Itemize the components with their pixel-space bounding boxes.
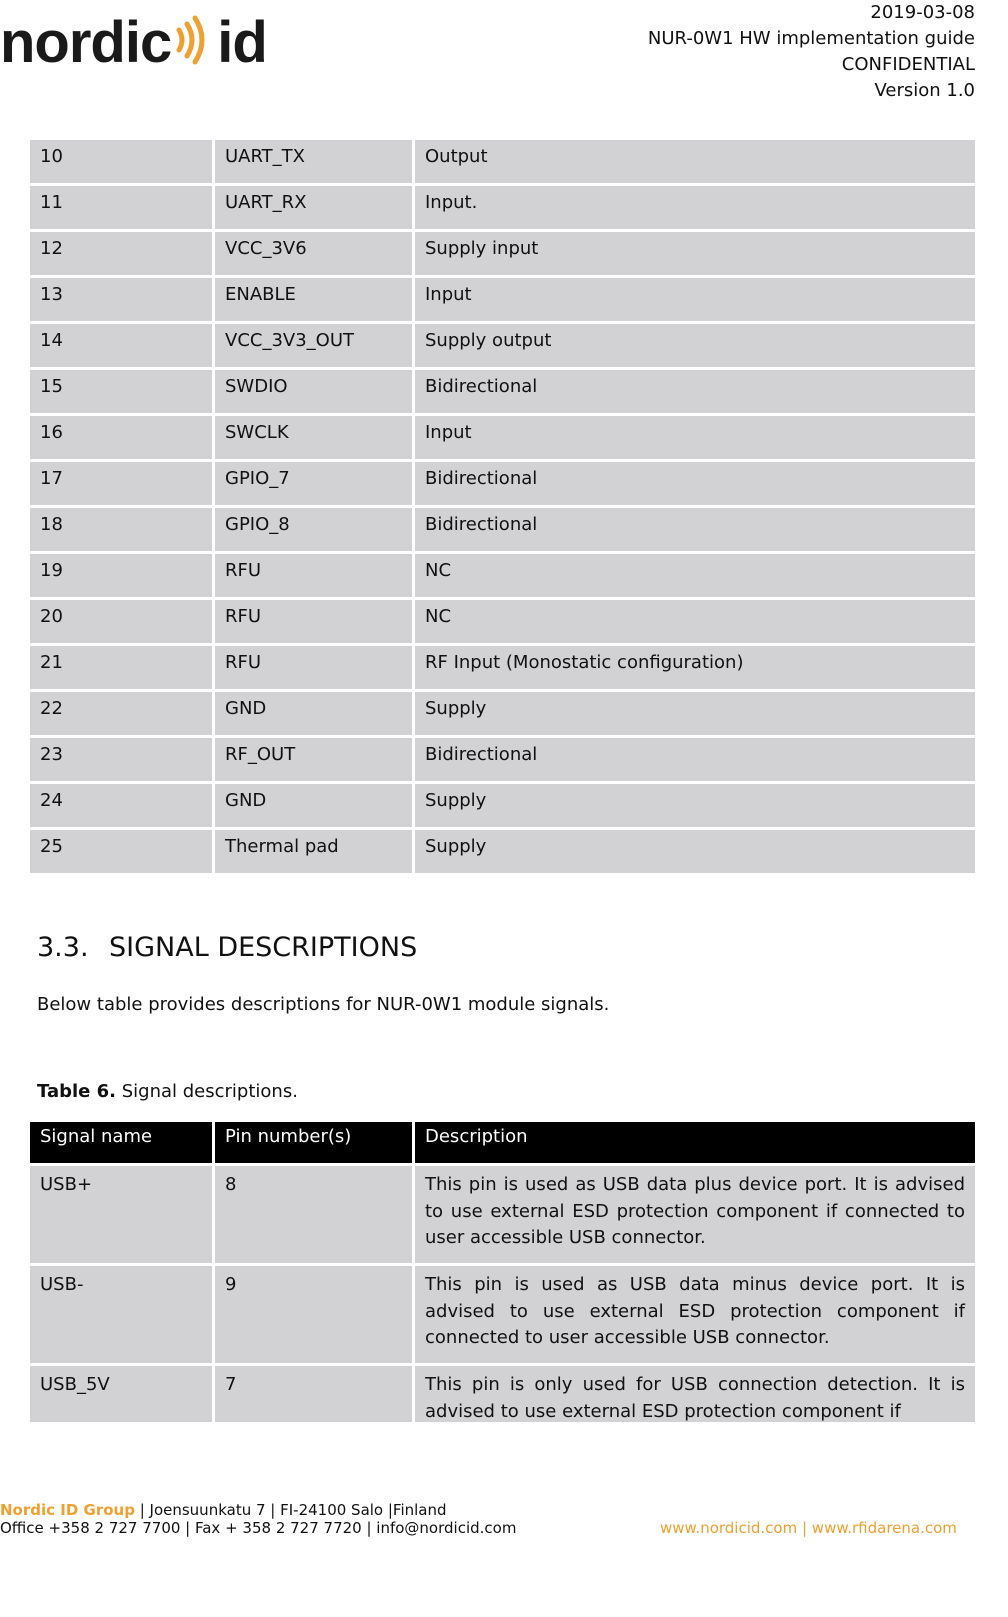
pin-type: Input [415, 278, 978, 324]
pin-row [30, 554, 978, 600]
pin-name: VCC_3V3_OUT [215, 324, 415, 370]
pin-name: SWDIO [215, 370, 415, 416]
footer-address-line [0, 1501, 1008, 1519]
footer-address: | Joensuunkatu 7 | FI-24100 Salo |Finland [134, 1501, 447, 1519]
page-footer [0, 1501, 1008, 1537]
pin-number: 16 [30, 416, 215, 462]
doc-date: 2019-03-08 [870, 2, 975, 23]
footer-contact: Office +358 2 727 7700 | Fax + 358 2 727 7720 | info@nordicid.com [0, 1519, 517, 1537]
nordic-id-logo [0, 10, 267, 75]
pin-type: Output [415, 140, 978, 186]
pin-row [30, 416, 978, 462]
pin-name: RFU [215, 600, 415, 646]
header-pin-numbers: Pin number(s) [215, 1122, 415, 1166]
pin-name: ENABLE [215, 278, 415, 324]
pin-row [30, 278, 978, 324]
pin-type: Bidirectional [415, 462, 978, 508]
pin-row [30, 324, 978, 370]
table-caption-text: Signal descriptions. [116, 1081, 298, 1102]
doc-version: Version 1.0 [874, 80, 975, 101]
pin-type: Supply [415, 830, 978, 876]
pin-row [30, 370, 978, 416]
signal-name: USB_5V [30, 1366, 215, 1425]
pin-name: RFU [215, 554, 415, 600]
footer-urls: www.nordicid.com | www.rfidarena.com [660, 1519, 957, 1537]
section-title: SIGNAL DESCRIPTIONS [109, 932, 418, 963]
pin-type: Input. [415, 186, 978, 232]
pin-number: 21 [30, 646, 215, 692]
pin-name: UART_TX [215, 140, 415, 186]
pin-row [30, 830, 978, 876]
signal-row [30, 1266, 978, 1366]
pin-row [30, 692, 978, 738]
signal-description: This pin is only used for USB connection detection. It is advised to use external ESD protection component if [425, 1374, 965, 1422]
signal-table [30, 1122, 978, 1425]
pin-number: 12 [30, 232, 215, 278]
signal-table-header [30, 1122, 978, 1166]
pin-number: 17 [30, 462, 215, 508]
pin-name: RFU [215, 646, 415, 692]
pin-row [30, 462, 978, 508]
pin-number: 11 [30, 186, 215, 232]
logo-text-left: nordic [0, 10, 172, 75]
signal-name: USB- [30, 1266, 215, 1366]
pin-table [30, 140, 978, 876]
document-meta [648, 0, 975, 104]
pin-row [30, 508, 978, 554]
pin-row [30, 646, 978, 692]
signal-pins: 8 [215, 1166, 415, 1266]
signal-row [30, 1166, 978, 1266]
signal-row [30, 1366, 978, 1425]
pin-name: RF_OUT [215, 738, 415, 784]
pin-type: Supply [415, 784, 978, 830]
pin-number: 22 [30, 692, 215, 738]
pin-type: Input [415, 416, 978, 462]
pin-type: Supply input [415, 232, 978, 278]
doc-title: NUR-0W1 HW implementation guide [647, 28, 975, 49]
pin-type: NC [415, 600, 978, 646]
logo-text-right: id [217, 10, 267, 75]
signal-wave-icon [173, 12, 215, 72]
pin-type: Bidirectional [415, 508, 978, 554]
pin-number: 14 [30, 324, 215, 370]
signal-description: This pin is used as USB data plus device port. It is advised to use external ESD protection component if connected to user accessible USB connector. [415, 1166, 978, 1266]
pin-type: Bidirectional [415, 370, 978, 416]
pin-name: GPIO_8 [215, 508, 415, 554]
pin-number: 20 [30, 600, 215, 646]
pin-type: RF Input (Monostatic configuration) [415, 646, 978, 692]
signal-pins: 7 [215, 1366, 415, 1425]
pin-name: UART_RX [215, 186, 415, 232]
signal-pins: 9 [215, 1266, 415, 1366]
pin-row [30, 738, 978, 784]
pin-number: 24 [30, 784, 215, 830]
pin-row [30, 600, 978, 646]
section-intro: Below table provides descriptions for NUR-0W1 module signals. [37, 994, 610, 1015]
pin-name: GND [215, 692, 415, 738]
section-heading [37, 932, 417, 963]
pin-name: SWCLK [215, 416, 415, 462]
pin-name: VCC_3V6 [215, 232, 415, 278]
signal-description-cell [415, 1366, 978, 1425]
section-number: 3.3. [37, 932, 89, 963]
pin-type: NC [415, 554, 978, 600]
pin-number: 13 [30, 278, 215, 324]
signal-description: This pin is used as USB data minus device port. It is advised to use external ESD protection component if connected to user accessible USB connector. [415, 1266, 978, 1366]
pin-number: 23 [30, 738, 215, 784]
pin-name: GPIO_7 [215, 462, 415, 508]
pin-row [30, 186, 978, 232]
signal-name: USB+ [30, 1166, 215, 1266]
pin-type: Supply [415, 692, 978, 738]
pin-row [30, 140, 978, 186]
pin-type: Bidirectional [415, 738, 978, 784]
pin-row [30, 232, 978, 278]
table-caption [37, 1081, 298, 1102]
pin-type: Supply output [415, 324, 978, 370]
pin-number: 19 [30, 554, 215, 600]
pin-number: 25 [30, 830, 215, 876]
doc-classification: CONFIDENTIAL [841, 54, 975, 75]
pin-number: 15 [30, 370, 215, 416]
pin-name: Thermal pad [215, 830, 415, 876]
pin-name: GND [215, 784, 415, 830]
table-caption-label: Table 6. [37, 1081, 116, 1102]
header-description: Description [415, 1122, 978, 1166]
pin-row [30, 784, 978, 830]
pin-number: 18 [30, 508, 215, 554]
pin-number: 10 [30, 140, 215, 186]
footer-company: Nordic ID Group [0, 1501, 135, 1519]
header-signal-name: Signal name [30, 1122, 215, 1166]
